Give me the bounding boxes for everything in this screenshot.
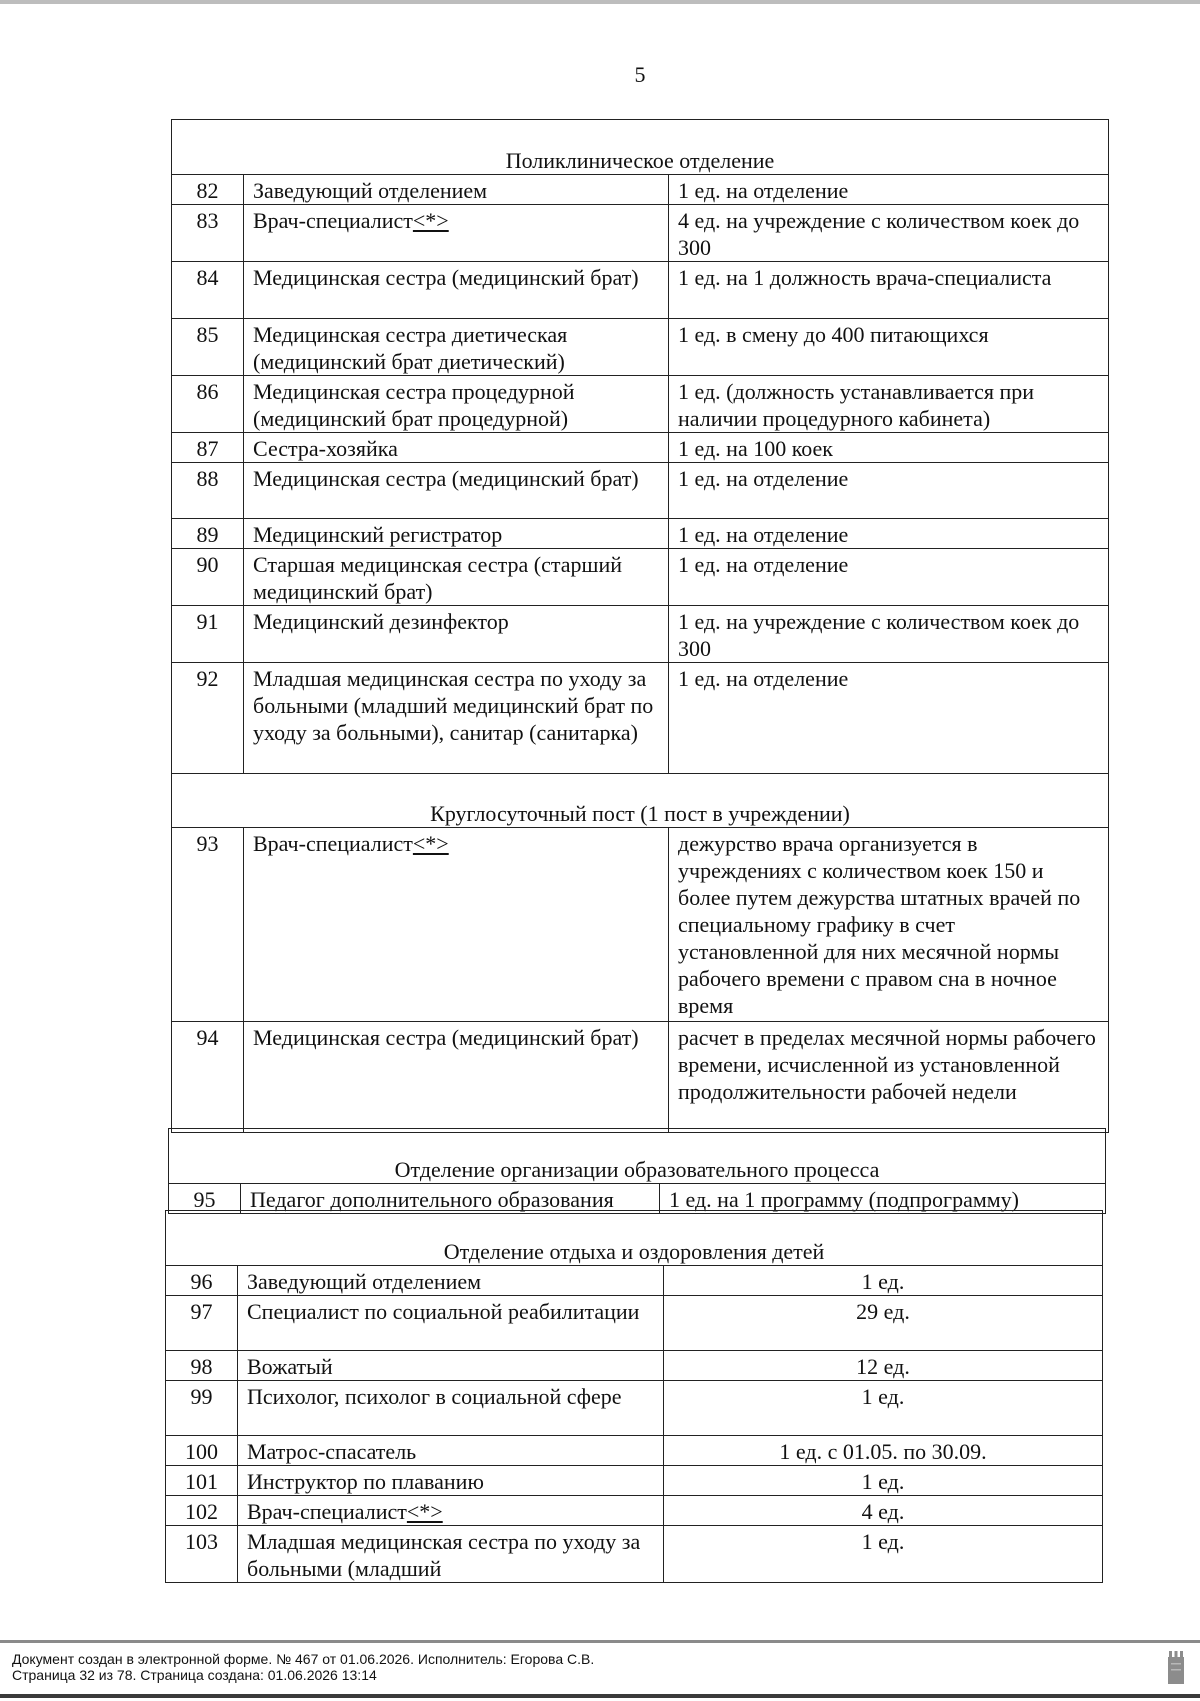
table-row — [172, 1022, 1109, 1133]
position-name: Медицинская сестра диетическая (медицинский брат диетический) — [253, 322, 568, 374]
norm-cell: 1 ед. на отделение — [669, 463, 1109, 519]
row-number: 101 — [166, 1466, 238, 1496]
section-title: Отделение организации образовательного процесса — [169, 1129, 1106, 1184]
row-number: 103 — [166, 1526, 238, 1583]
table-row — [172, 828, 1109, 1022]
section-title: Поликлиническое отделение — [172, 120, 1109, 175]
footer-document-info: Документ создан в электронной форме. № 467 от 01.06.2026. Исполнитель: Егорова С.В. — [12, 1651, 595, 1667]
table-row — [166, 1351, 1103, 1381]
footnote-reference-link[interactable]: <*> — [412, 208, 449, 233]
position-name: Медицинская сестра процедурной (медицинский брат процедурной) — [253, 379, 575, 431]
position-cell — [244, 1022, 669, 1133]
position-cell — [244, 549, 669, 606]
row-number: 89 — [172, 519, 244, 549]
table-row — [166, 1526, 1103, 1583]
table-row — [172, 549, 1109, 606]
position-cell — [238, 1466, 664, 1496]
norm-cell: 1 ед. (должность устанавливается при наличии процедурного кабинета) — [669, 376, 1109, 433]
norm-cell: расчет в пределах месячной нормы рабочего времени, исчисленной из установленной продолжительности рабочей недели — [669, 1022, 1109, 1133]
position-cell — [238, 1266, 664, 1296]
norm-cell: 1 ед. с 01.05. по 30.09. — [664, 1436, 1103, 1466]
position-name: Медицинская сестра (медицинский брат) — [253, 466, 639, 491]
seal-icon — [1166, 1648, 1186, 1686]
norm-cell: 1 ед. на учреждение с количеством коек до 300 — [669, 606, 1109, 663]
norm-cell: дежурство врача организуется в учреждениях с количеством коек 150 и более путем дежурства штатных врачей по специальному графику в счет установленной для них месячной нормы рабочего времени с правом сна в ночное время — [669, 828, 1109, 1022]
norm-cell: 4 ед. на учреждение с количеством коек до 300 — [669, 205, 1109, 262]
row-number: 93 — [172, 828, 244, 1022]
table-row — [172, 262, 1109, 319]
row-number: 85 — [172, 319, 244, 376]
row-number: 82 — [172, 175, 244, 205]
position-name: Медицинская сестра (медицинский брат) — [253, 1025, 639, 1050]
position-name: Специалист по социальной реабилитации — [247, 1299, 640, 1324]
norm-cell: 12 ед. — [664, 1351, 1103, 1381]
position-cell — [241, 1184, 660, 1214]
norm-cell: 1 ед. на отделение — [669, 519, 1109, 549]
position-cell — [238, 1526, 664, 1583]
table-row — [172, 519, 1109, 549]
scan-bottom-edge — [0, 1694, 1200, 1698]
row-number: 99 — [166, 1381, 238, 1436]
position-name: Младшая медицинская сестра по уходу за больными (младший — [247, 1529, 641, 1581]
row-number: 100 — [166, 1436, 238, 1466]
staffing-table — [171, 119, 1109, 1133]
table-row — [172, 175, 1109, 205]
row-number: 102 — [166, 1496, 238, 1526]
norm-cell: 1 ед. на отделение — [669, 549, 1109, 606]
position-name: Медицинская сестра (медицинский брат) — [253, 265, 639, 290]
table-row — [172, 205, 1109, 262]
table-row — [172, 463, 1109, 519]
page-number: 5 — [634, 62, 646, 87]
position-name: Медицинский регистратор — [253, 522, 503, 547]
norm-cell: 1 ед. — [664, 1266, 1103, 1296]
section-title: Отделение отдыха и оздоровления детей — [166, 1211, 1103, 1266]
norm-cell: 1 ед. на отделение — [669, 175, 1109, 205]
row-number: 87 — [172, 433, 244, 463]
position-cell — [244, 663, 669, 774]
row-number: 92 — [172, 663, 244, 774]
norm-cell: 1 ед. — [664, 1466, 1103, 1496]
row-number: 95 — [169, 1184, 241, 1214]
position-name: Вожатый — [247, 1354, 333, 1379]
footnote-reference-link[interactable]: <*> — [406, 1499, 443, 1524]
position-name: Психолог, психолог в социальной сфере — [247, 1384, 622, 1409]
norm-cell: 1 ед. на 100 коек — [669, 433, 1109, 463]
table-row — [172, 663, 1109, 774]
footer-page-info: Страница 32 из 78. Страница создана: 01.06.2026 13:14 — [12, 1667, 377, 1683]
row-number: 83 — [172, 205, 244, 262]
footer-text — [12, 1651, 594, 1683]
norm-cell: 1 ед. на отделение — [669, 663, 1109, 774]
norm-cell: 1 ед. — [664, 1526, 1103, 1583]
row-number: 96 — [166, 1266, 238, 1296]
table-row — [172, 433, 1109, 463]
table-row — [169, 1184, 1106, 1214]
norm-cell: 1 ед. в смену до 400 питающихся — [669, 319, 1109, 376]
position-cell — [244, 376, 669, 433]
table-row — [166, 1296, 1103, 1351]
row-number: 90 — [172, 549, 244, 606]
position-name: Врач-специалист — [253, 208, 413, 233]
position-cell — [238, 1296, 664, 1351]
row-number: 86 — [172, 376, 244, 433]
position-cell — [244, 519, 669, 549]
row-number: 88 — [172, 463, 244, 519]
position-cell — [244, 262, 669, 319]
position-name: Сестра-хозяйка — [253, 436, 398, 461]
table-row — [172, 376, 1109, 433]
table-row — [166, 1496, 1103, 1526]
position-cell — [244, 205, 669, 262]
scan-top-edge — [0, 0, 1200, 4]
document-footer — [0, 1640, 1200, 1701]
position-name: Врач-специалист — [247, 1499, 407, 1524]
position-cell — [244, 828, 669, 1022]
position-cell — [244, 319, 669, 376]
position-cell — [238, 1436, 664, 1466]
norm-cell: 1 ед. на 1 программу (подпрограмму) — [660, 1184, 1106, 1214]
table-row — [172, 606, 1109, 663]
table-row — [166, 1466, 1103, 1496]
position-cell — [238, 1381, 664, 1436]
position-cell — [238, 1496, 664, 1526]
table-row — [166, 1436, 1103, 1466]
footnote-reference-link[interactable]: <*> — [412, 831, 449, 856]
norm-cell: 4 ед. — [664, 1496, 1103, 1526]
position-name: Заведующий отделением — [253, 178, 488, 203]
staffing-table — [165, 1210, 1103, 1583]
position-name: Заведующий отделением — [247, 1269, 482, 1294]
position-name: Инструктор по плаванию — [247, 1469, 484, 1494]
table-row — [172, 319, 1109, 376]
position-name: Матрос-спасатель — [247, 1439, 417, 1464]
position-name: Педагог дополнительного образования — [250, 1187, 614, 1212]
row-number: 94 — [172, 1022, 244, 1133]
norm-cell: 1 ед. — [664, 1381, 1103, 1436]
position-cell — [238, 1351, 664, 1381]
table-row — [166, 1266, 1103, 1296]
position-cell — [244, 433, 669, 463]
position-name: Младшая медицинская сестра по уходу за больными (младший медицинский брат по уходу за больными), санитар (санитарка) — [253, 666, 654, 745]
row-number: 84 — [172, 262, 244, 319]
position-cell — [244, 606, 669, 663]
position-cell — [244, 463, 669, 519]
section-title: Круглосуточный пост (1 пост в учреждении) — [172, 774, 1109, 828]
norm-cell: 1 ед. на 1 должность врача-специалиста — [669, 262, 1109, 319]
position-name: Врач-специалист — [253, 831, 413, 856]
table-row — [166, 1381, 1103, 1436]
staffing-table — [168, 1128, 1106, 1214]
row-number: 98 — [166, 1351, 238, 1381]
position-cell — [244, 175, 669, 205]
position-name: Медицинский дезинфектор — [253, 609, 509, 634]
position-name: Старшая медицинская сестра (старший медицинский брат) — [253, 552, 623, 604]
row-number: 91 — [172, 606, 244, 663]
norm-cell: 29 ед. — [664, 1296, 1103, 1351]
row-number: 97 — [166, 1296, 238, 1351]
